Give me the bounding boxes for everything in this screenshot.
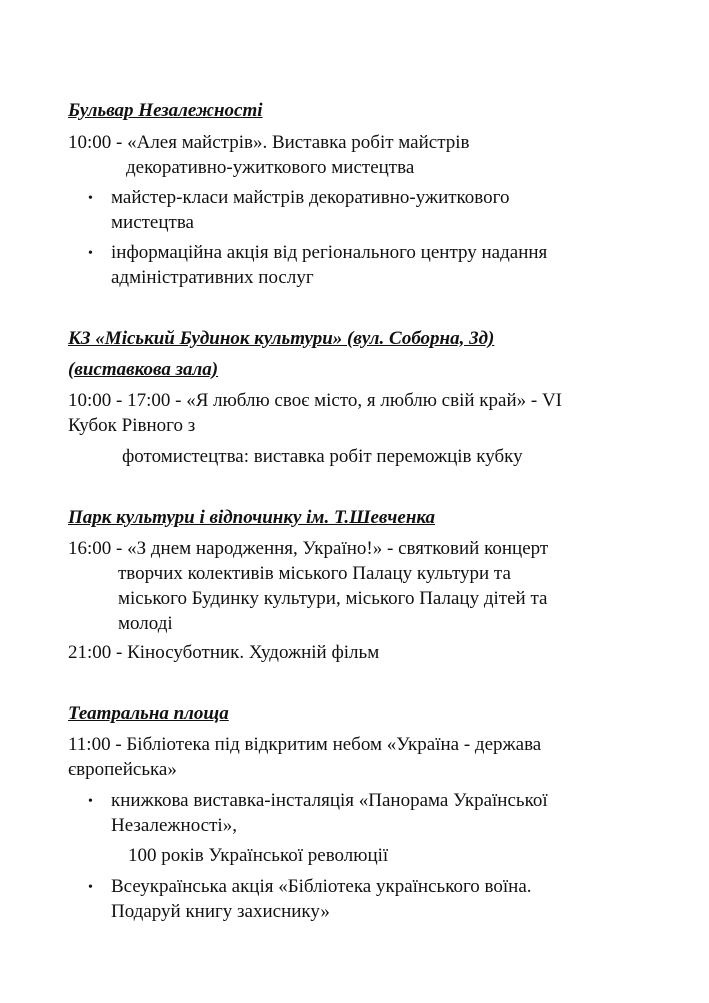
event-line-continuation: європейська» xyxy=(68,759,177,780)
section-heading-budynok-kultury: КЗ «Міський Будинок культури» (вул. Соборна, 3д) xyxy=(68,328,495,349)
bullet-item-text-continuation: Подаруй книгу захиснику» xyxy=(111,901,330,922)
event-line: 11:00 - Бібліотека під відкритим небом «Україна - держава xyxy=(68,734,542,755)
event-line-continuation: молоді xyxy=(118,613,173,634)
section-heading-park-shevchenka: Парк культури і відпочинку ім. Т.Шевченка xyxy=(68,507,436,528)
section-heading-subtitle: (виставкова зала) xyxy=(68,359,219,380)
event-line-continuation: міського Будинку культури, міського Палацу дітей та xyxy=(118,588,548,609)
event-line-continuation: Кубок Рівного з xyxy=(68,415,196,436)
bullet-icon: • xyxy=(88,191,93,206)
bullet-icon: • xyxy=(88,246,93,261)
section-heading-bulvar: Бульвар Незалежності xyxy=(68,100,263,121)
bullet-icon: • xyxy=(88,880,93,895)
event-line: 16:00 - «З днем народження, Україно!» - святковий концерт xyxy=(68,538,549,559)
event-line: 10:00 - 17:00 - «Я люблю своє місто, я люблю свій край» - VI xyxy=(68,390,562,411)
event-line-continuation: творчих колективів міського Палацу культури та xyxy=(118,563,511,584)
event-line-continuation: декоративно-ужиткового мистецтва xyxy=(126,157,415,178)
bullet-item-text-continuation: адміністративних послуг xyxy=(111,267,314,288)
bullet-item-text-continuation: 100 років Української революції xyxy=(128,845,389,866)
bullet-item-text: книжкова виставка-інсталяція «Панорама Української xyxy=(111,790,548,811)
event-line: 10:00 - «Алея майстрів». Виставка робіт майстрів xyxy=(68,132,470,153)
bullet-item-text-continuation: мистецтва xyxy=(111,212,194,233)
event-line-continuation: фотомистецтва: виставка робіт переможців кубку xyxy=(122,446,523,467)
event-line: 21:00 - Кіносуботник. Художній фільм xyxy=(68,642,380,663)
section-heading-teatralna-ploshcha: Театральна площа xyxy=(68,703,229,724)
bullet-item-text: інформаційна акція від регіонального центру надання xyxy=(111,242,548,263)
bullet-item-text: Всеукраїнська акція «Бібліотека українського воїна. xyxy=(111,876,532,897)
bullet-item-text: майстер-класи майстрів декоративно-ужиткового xyxy=(111,187,510,208)
bullet-icon: • xyxy=(88,794,93,809)
bullet-item-text-continuation: Незалежності», xyxy=(111,815,237,836)
